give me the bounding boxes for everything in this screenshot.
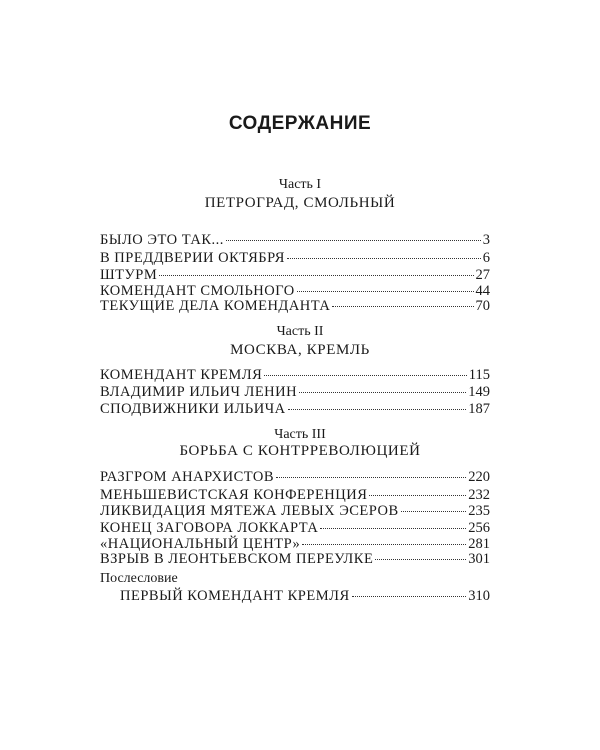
part-1-title: ПЕТРОГРАД, СМОЛЬНЫЙ [204,195,396,211]
toc-entry[interactable] [100,469,490,486]
dot-leader [276,477,466,478]
toc-entry[interactable] [100,384,490,401]
dot-leader [287,258,481,259]
toc-entry-title: МЕНЬШЕВИСТСКАЯ КОНФЕРЕНЦИЯ [100,487,368,503]
toc-entry-title: ВЗРЫВ В ЛЕОНТЬЕВСКОМ ПЕРЕУЛКЕ [100,551,374,567]
toc-entry-title: КОНЕЦ ЗАГОВОРА ЛОККАРТА [100,520,319,536]
toc-entry-title: ВЛАДИМИР ИЛЬИЧ ЛЕНИН [100,384,298,400]
page-title: СОДЕРЖАНИЕ [228,113,372,134]
afterword-label: Послесловие [100,571,178,586]
toc-entry-page: 6 [482,250,490,266]
toc-entry[interactable] [100,298,490,315]
part-2-title: МОСКВА, КРЕМЛЬ [230,342,370,358]
toc-entry-title: РАЗГРОМ АНАРХИСТОВ [100,469,275,485]
dot-leader [369,495,466,496]
toc-entry[interactable] [100,250,490,267]
toc-entry-title: КОМЕНДАНТ КРЕМЛЯ [100,367,263,383]
toc-entry-page: 232 [468,487,490,503]
toc-entry-page: 235 [468,503,490,519]
toc-entry-title: ПЕРВЫЙ КОМЕНДАНТ КРЕМЛЯ [120,588,350,604]
dot-leader [320,528,466,529]
dot-leader [226,240,481,241]
toc-entry-page: 310 [468,588,490,604]
part-1-label: Часть I [278,177,322,192]
toc-entry[interactable] [100,367,490,384]
toc-entry[interactable] [100,232,490,249]
toc-entry-page: 44 [475,283,490,299]
dot-leader [302,544,466,545]
toc-entry-title: КОМЕНДАНТ СМОЛЬНОГО [100,283,295,299]
dot-leader [299,392,466,393]
toc-entry-page: 256 [468,520,490,536]
part-3-title: БОРЬБА С КОНТРРЕВОЛЮЦИЕЙ [179,443,421,459]
toc-entry-page: 27 [475,267,490,283]
dot-leader [352,596,467,597]
toc-entry-page: 301 [468,551,490,567]
toc-entry-title: В ПРЕДДВЕРИИ ОКТЯБРЯ [100,250,285,266]
toc-entry-page: 115 [468,367,490,383]
toc-entry-title: ШТУРМ [100,267,158,283]
toc-entry-title: «НАЦИОНАЛЬНЫЙ ЦЕНТР» [100,536,301,552]
toc-entry-title: СПОДВИЖНИКИ ИЛЬИЧА [100,401,286,417]
toc-entry[interactable] [100,503,490,520]
toc-entry-page: 70 [475,298,490,314]
toc-entry[interactable] [120,588,490,605]
toc-entry-title: БЫЛО ЭТО ТАК... [100,232,224,248]
toc-entry[interactable] [100,487,490,504]
dot-leader [375,559,466,560]
toc-entry-page: 187 [468,401,490,417]
part-3-label: Часть III [274,427,326,442]
toc-entry[interactable] [100,401,490,418]
dot-leader [288,409,467,410]
toc-entry-title: ТЕКУЩИЕ ДЕЛА КОМЕНДАНТА [100,298,331,314]
toc-entry[interactable] [100,520,490,537]
toc-entry-page: 3 [482,232,490,248]
dot-leader [332,306,473,307]
dot-leader [264,375,466,376]
part-2-label: Часть II [276,324,324,339]
toc-entry-page: 281 [468,536,490,552]
dot-leader [297,291,474,292]
toc-entry-title: ЛИКВИДАЦИЯ МЯТЕЖА ЛЕВЫХ ЭСЕРОВ [100,503,399,519]
toc-entry-page: 149 [468,384,490,400]
toc-entry[interactable] [100,551,490,568]
dot-leader [401,511,467,512]
toc-entry[interactable] [100,267,490,284]
dot-leader [159,275,473,276]
toc-entry-page: 220 [468,469,490,485]
